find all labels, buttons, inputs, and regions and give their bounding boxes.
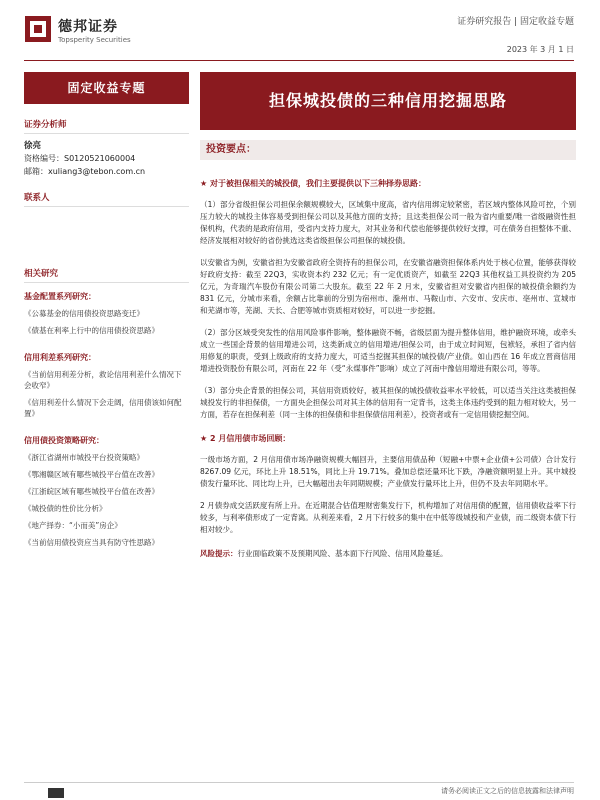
main-header: [200, 72, 576, 160]
related-group: 基金配置系列研究：: [24, 292, 96, 301]
footer-note: 请务必阅读正文之后的信息披露和法律声明: [441, 787, 574, 795]
related-item[interactable]: 《城投债的性价比分析》: [24, 504, 107, 513]
related-item[interactable]: 《地产择券：“小而美”房企》: [24, 521, 122, 530]
related-item[interactable]: 《鄂湘赣区域有哪些城投平台值在改善》: [24, 470, 159, 479]
point-3: （2）部分区域受突发性的信用风险事件影响，整体融资不畅，省级层面为提升整体信用，维护融资环境，或牵头成立一些国企背景的信用增进公司，这类新成立的信用增进/担保公司，由于成立时间短，包袱轻，承担了省内信用修复的职责，受到上级政府的支持力度大，可适当挖掘其担保的城投债/产业债。如山西在 16 年成立晋商信用增进投资股份有限公司，河南在 22 年（受“永煤事件”影响）成立了河南中豫信用增进有限公司，等等。: [200, 328, 576, 373]
related-item[interactable]: 《浙江省湖州市城投平台投资策略》: [24, 453, 144, 462]
related-group: 信用利差系列研究：: [24, 353, 96, 362]
market-point-2: 2 月债券成交活跃度有所上升。在近期混合估值理财密集发行下，机构增加了对信用债的配置，信用债收益率下行较多，与利率债形成了一定背离。从利差来看，2 月下行较多的集中在中低等级城投和产业债，而二级资本债下行相对较少。: [200, 501, 576, 534]
market-label: 2 月信用债市场回顾：: [209, 434, 291, 443]
star-icon: ★: [200, 179, 210, 188]
star-icon: ★: [200, 434, 210, 443]
analyst-email[interactable]: 邮箱：xuliang3@tebon.com.cn: [24, 167, 146, 176]
lead-text: 对于被担保相关的城投债，我们主要提供以下三种择券思路：: [209, 179, 426, 188]
analyst-label: 证券分析师: [24, 118, 189, 134]
report-body: [200, 176, 576, 559]
report-title: 担保城投债的三种信用挖掘思路: [200, 72, 576, 130]
related-item[interactable]: 《当前信用利差分析，救论信用利差什么情况下会收窄》: [24, 370, 182, 390]
analyst-name: 徐亮: [24, 141, 42, 151]
related-item[interactable]: 《江浙皖区域有哪些城投平台值在改善》: [24, 487, 159, 496]
market-point-1: 一级市场方面，2 月信用债市场净融资规模大幅回升，主要信用债品种（短融+中票+企业债+公司债）合计发行 8267.09 亿元，环比上升 18.51%，同比上升 19.71%。叠加总偿还量环比下跌，净融资额明显上升。其中城投债发行量环比、同比均上升，已大幅超出去年同期规模；产业债发行量环比上升，但仍不及去年同期水平。: [200, 455, 576, 488]
related-item[interactable]: 《信用利差什么情况下会走阔，信用债该如何配置》: [24, 398, 182, 418]
sidebar: [24, 72, 192, 548]
related-label: 相关研究: [24, 267, 189, 283]
header-divider: [24, 60, 574, 61]
logo-en: Topsperity Securities: [58, 36, 131, 44]
point-2: 以安徽省为例，安徽省担为安徽省政府全资持有的担保公司，在安徽省融资担保体系内处于核心位置，能够获得较好政府支持：截至 22Q3，实收资本约 232 亿元；有一定优质资产，如截至 22Q3 其他权益工具投资约为 205 亿元，为奇瑞汽车股份有限公司第二大股东。截至 22 年 2 月末，安徽省担对安徽省内担保的城投债余额约为 831 亿元，分城市来看，余额占比靠前的分别为宿州市、滁州市、马鞍山市、六安市、安庆市、亳州市、宣城市和芜湖市等，芜湖、天长、合肥等城市资质相对较好，可以进一步挖掘。: [200, 258, 576, 315]
related-item[interactable]: 《债基在利率上行中的信用债投资思路》: [24, 326, 159, 335]
topic-badge: 固定收益专题: [24, 72, 189, 104]
logo-icon: [25, 16, 51, 42]
report-type: 证券研究报告 | 固定收益专题: [457, 17, 574, 27]
related-group: 信用债投资策略研究：: [24, 436, 104, 445]
abstract-label: 投资要点：: [200, 140, 576, 160]
market-heading: [200, 433, 576, 444]
page-header: [0, 0, 600, 62]
risk-text: 行业面临政策不及预期风险、基本面下行风险、信用风险蔓延。: [237, 549, 448, 558]
risk-label: 风险提示：: [200, 549, 238, 558]
related-item[interactable]: 《当前信用债投资应当具有防守性思路》: [24, 538, 159, 547]
report-date: 2023 年 3 月 1 日: [506, 45, 574, 54]
qr-code-icon: [48, 788, 64, 798]
contact-label: 联系人: [24, 191, 189, 207]
risk-line: [200, 548, 576, 559]
related-item[interactable]: 《公募基金的信用债投资思路变迁》: [24, 309, 144, 318]
footer-divider: [24, 782, 574, 783]
logo-cn: 德邦证券: [58, 19, 118, 35]
point-1: （1）部分省级担保公司担保余额规模较大，区域集中度高，省内信用绑定较紧密，若区域内整体风险可控，个别压力较大的城投主体容易受到担保公司以及其他方面的支持；且这类担保公司一般为省内重要/唯一省级融资性担保机构，代表的是政府信用，受省内支持力度大，对其业务和代偿也能够提供较好支撑，可在债务自担整体不重、经济发展相对较好的省份挑选这类省级担保公司担保的城投债。: [200, 200, 576, 245]
lead-line: [200, 178, 576, 189]
analyst-license: 资格编号：S0120521060004: [24, 154, 136, 163]
point-4: （3）部分央企背景的担保公司，其信用资质较好，被其担保的城投债收益率水平较低，可以适当关注这类被担保城投发行的非担保债，一方面央企担保公司对其主体的信用有一定背书，这类主体违约受到的阻力相对较大，另一方面，若存在担保利差（同一主体的担保债和非担保债信用利差），投资者或有一定信用债挖掘空间。: [200, 386, 576, 419]
